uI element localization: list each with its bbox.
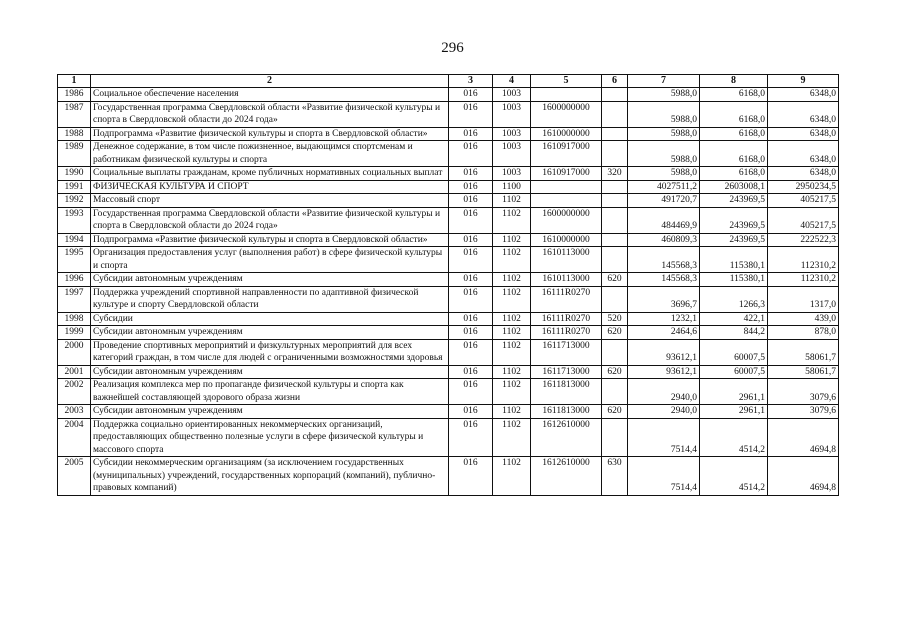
col-9-value: 405217,5 (768, 194, 839, 208)
col-6-value: 620 (602, 365, 628, 379)
row-name: Денежное содержание, в том числе пожизненное, выдающимся спортсменам и работникам физической культуры и спорта (91, 141, 449, 167)
col-5-value: 1611813000 (531, 379, 602, 405)
table-row (58, 273, 839, 287)
col-4-value: 1003 (493, 167, 531, 181)
col-3-value: 016 (449, 247, 493, 273)
col-3-value: 016 (449, 194, 493, 208)
row-number: 2002 (58, 379, 91, 405)
col-9-value: 405217,5 (768, 207, 839, 233)
col-8-value: 243969,5 (700, 207, 768, 233)
col-9-value: 6348,0 (768, 167, 839, 181)
col-8-value: 4514,2 (700, 457, 768, 496)
row-number: 2000 (58, 339, 91, 365)
col-5-value: 1612610000 (531, 457, 602, 496)
col-5-value (531, 88, 602, 102)
col-7-value: 7514,4 (628, 418, 700, 457)
row-number: 1993 (58, 207, 91, 233)
col-7-value: 3696,7 (628, 286, 700, 312)
table-row (58, 326, 839, 340)
col-5-value: 1610000000 (531, 127, 602, 141)
col-4-value: 1003 (493, 101, 531, 127)
col-8-value: 6168,0 (700, 167, 768, 181)
col-8-value: 243969,5 (700, 194, 768, 208)
col-7-value: 93612,1 (628, 339, 700, 365)
col-8-value: 243969,5 (700, 233, 768, 247)
row-name: Организация предоставления услуг (выполнения работ) в сфере физической культуры и спорта (91, 247, 449, 273)
col-4-value: 1102 (493, 233, 531, 247)
header-cell: 3 (449, 75, 493, 88)
col-7-value: 5988,0 (628, 127, 700, 141)
col-3-value: 016 (449, 127, 493, 141)
col-5-value: 1612610000 (531, 418, 602, 457)
col-7-value: 2464,6 (628, 326, 700, 340)
col-4-value: 1003 (493, 141, 531, 167)
col-9-value: 3079,6 (768, 379, 839, 405)
col-7-value: 2940,0 (628, 379, 700, 405)
col-8-value: 4514,2 (700, 418, 768, 457)
header-cell: 6 (602, 75, 628, 88)
col-7-value: 93612,1 (628, 365, 700, 379)
header-cell: 4 (493, 75, 531, 88)
row-number: 2001 (58, 365, 91, 379)
col-3-value: 016 (449, 233, 493, 247)
col-8-value: 115380,1 (700, 247, 768, 273)
col-8-value: 2961,1 (700, 379, 768, 405)
col-9-value: 1317,0 (768, 286, 839, 312)
col-3-value: 016 (449, 326, 493, 340)
table-row (58, 312, 839, 326)
row-number: 1998 (58, 312, 91, 326)
col-7-value: 5988,0 (628, 167, 700, 181)
col-5-value (531, 194, 602, 208)
col-4-value: 1003 (493, 88, 531, 102)
row-number: 1995 (58, 247, 91, 273)
col-9-value: 58061,7 (768, 365, 839, 379)
row-name: Субсидии автономным учреждениям (91, 273, 449, 287)
col-6-value (602, 141, 628, 167)
table-body (58, 88, 839, 496)
col-4-value: 1102 (493, 339, 531, 365)
col-9-value: 6348,0 (768, 127, 839, 141)
col-3-value: 016 (449, 141, 493, 167)
col-9-value: 6348,0 (768, 141, 839, 167)
row-name: Субсидии некоммерческим организациям (за исключением государственных (муниципальных) учреждений, государственных корпораций (компаний), публично-правовых компаний) (91, 457, 449, 496)
col-3-value: 016 (449, 418, 493, 457)
col-5-value: 1610000000 (531, 233, 602, 247)
col-6-value (602, 207, 628, 233)
col-7-value: 5988,0 (628, 141, 700, 167)
col-6-value (602, 339, 628, 365)
row-name: Социальное обеспечение населения (91, 88, 449, 102)
col-5-value: 1611713000 (531, 365, 602, 379)
col-7-value: 7514,4 (628, 457, 700, 496)
col-6-value (602, 233, 628, 247)
col-8-value: 2603008,1 (700, 180, 768, 194)
col-7-value: 5988,0 (628, 88, 700, 102)
col-8-value: 2961,1 (700, 405, 768, 419)
row-name: Подпрограмма «Развитие физической культуры и спорта в Свердловской области» (91, 233, 449, 247)
header-cell: 8 (700, 75, 768, 88)
table-row (58, 141, 839, 167)
col-6-value (602, 180, 628, 194)
header-row (58, 75, 839, 88)
row-name: Проведение спортивных мероприятий и физкультурных мероприятий для всех категорий граждан, в том числе для людей с ограниченными возможностями здоровья (91, 339, 449, 365)
col-5-value: 1610113000 (531, 247, 602, 273)
col-4-value: 1102 (493, 379, 531, 405)
col-6-value (602, 88, 628, 102)
table-row (58, 180, 839, 194)
col-8-value: 6168,0 (700, 88, 768, 102)
col-4-value: 1100 (493, 180, 531, 194)
col-6-value (602, 101, 628, 127)
col-9-value: 439,0 (768, 312, 839, 326)
budget-table (57, 74, 839, 496)
row-name: Социальные выплаты гражданам, кроме публичных нормативных социальных выплат (91, 167, 449, 181)
col-7-value: 484469,9 (628, 207, 700, 233)
row-number: 1994 (58, 233, 91, 247)
col-9-value: 222522,3 (768, 233, 839, 247)
col-4-value: 1102 (493, 194, 531, 208)
col-5-value: 16111R0270 (531, 326, 602, 340)
col-4-value: 1102 (493, 247, 531, 273)
row-number: 1986 (58, 88, 91, 102)
col-7-value: 1232,1 (628, 312, 700, 326)
col-3-value: 016 (449, 365, 493, 379)
col-9-value: 4694,8 (768, 418, 839, 457)
row-name: Поддержка учреждений спортивной направленности по адаптивной физической культуре и спорту Свердловской области (91, 286, 449, 312)
table-row (58, 339, 839, 365)
col-5-value: 1600000000 (531, 207, 602, 233)
row-name: ФИЗИЧЕСКАЯ КУЛЬТУРА И СПОРТ (91, 180, 449, 194)
col-3-value: 016 (449, 457, 493, 496)
col-5-value: 16111R0270 (531, 312, 602, 326)
col-7-value: 145568,3 (628, 273, 700, 287)
col-9-value: 112310,2 (768, 273, 839, 287)
col-6-value: 520 (602, 312, 628, 326)
col-8-value: 844,2 (700, 326, 768, 340)
col-6-value: 320 (602, 167, 628, 181)
col-9-value: 58061,7 (768, 339, 839, 365)
header-cell: 1 (58, 75, 91, 88)
col-4-value: 1102 (493, 273, 531, 287)
col-6-value (602, 194, 628, 208)
col-6-value (602, 247, 628, 273)
col-4-value: 1102 (493, 418, 531, 457)
table-row (58, 379, 839, 405)
col-3-value: 016 (449, 101, 493, 127)
row-number: 1987 (58, 101, 91, 127)
row-number: 1991 (58, 180, 91, 194)
row-name: Субсидии автономным учреждениям (91, 365, 449, 379)
row-number: 2004 (58, 418, 91, 457)
table-row (58, 207, 839, 233)
col-4-value: 1102 (493, 326, 531, 340)
table-row (58, 457, 839, 496)
row-name: Подпрограмма «Развитие физической культуры и спорта в Свердловской области» (91, 127, 449, 141)
col-3-value: 016 (449, 339, 493, 365)
col-4-value: 1102 (493, 312, 531, 326)
table-row (58, 127, 839, 141)
col-7-value: 2940,0 (628, 405, 700, 419)
row-number: 2003 (58, 405, 91, 419)
row-name: Субсидии автономным учреждениям (91, 326, 449, 340)
col-7-value: 491720,7 (628, 194, 700, 208)
col-7-value: 145568,3 (628, 247, 700, 273)
col-4-value: 1102 (493, 405, 531, 419)
table-row (58, 101, 839, 127)
row-number: 1997 (58, 286, 91, 312)
row-number: 1989 (58, 141, 91, 167)
table-row (58, 286, 839, 312)
col-8-value: 6168,0 (700, 127, 768, 141)
col-9-value: 6348,0 (768, 101, 839, 127)
col-8-value: 6168,0 (700, 141, 768, 167)
row-name: Поддержка социально ориентированных некоммерческих организаций, предоставляющих общественно полезные услуги в сфере физической культуры и массового спорта (91, 418, 449, 457)
col-5-value: 1610113000 (531, 273, 602, 287)
table-row (58, 233, 839, 247)
col-4-value: 1102 (493, 286, 531, 312)
header-cell: 7 (628, 75, 700, 88)
col-6-value: 620 (602, 326, 628, 340)
header-cell: 2 (91, 75, 449, 88)
col-6-value (602, 286, 628, 312)
col-6-value (602, 379, 628, 405)
col-9-value: 4694,8 (768, 457, 839, 496)
row-number: 1999 (58, 326, 91, 340)
col-3-value: 016 (449, 286, 493, 312)
header-cell: 5 (531, 75, 602, 88)
col-6-value: 620 (602, 273, 628, 287)
col-7-value: 5988,0 (628, 101, 700, 127)
page-number: 296 (441, 40, 464, 56)
header-cell: 9 (768, 75, 839, 88)
col-6-value: 620 (602, 405, 628, 419)
col-9-value: 3079,6 (768, 405, 839, 419)
col-5-value: 1611713000 (531, 339, 602, 365)
col-5-value: 1610917000 (531, 141, 602, 167)
row-number: 1988 (58, 127, 91, 141)
col-4-value: 1102 (493, 365, 531, 379)
col-5-value: 1610917000 (531, 167, 602, 181)
row-number: 1990 (58, 167, 91, 181)
col-3-value: 016 (449, 405, 493, 419)
col-9-value: 2950234,5 (768, 180, 839, 194)
col-3-value: 016 (449, 88, 493, 102)
col-4-value: 1102 (493, 457, 531, 496)
col-8-value: 1266,3 (700, 286, 768, 312)
col-3-value: 016 (449, 273, 493, 287)
col-9-value: 112310,2 (768, 247, 839, 273)
col-3-value: 016 (449, 312, 493, 326)
row-name: Государственная программа Свердловской области «Развитие физической культуры и спорта в Свердловской области до 2024 года» (91, 101, 449, 127)
col-5-value: 1611813000 (531, 405, 602, 419)
col-5-value: 1600000000 (531, 101, 602, 127)
row-name: Массовый спорт (91, 194, 449, 208)
row-number: 2005 (58, 457, 91, 496)
col-3-value: 016 (449, 180, 493, 194)
col-8-value: 422,1 (700, 312, 768, 326)
col-7-value: 460809,3 (628, 233, 700, 247)
table-row (58, 365, 839, 379)
col-3-value: 016 (449, 207, 493, 233)
row-name: Субсидии автономным учреждениям (91, 405, 449, 419)
col-8-value: 115380,1 (700, 273, 768, 287)
col-9-value: 6348,0 (768, 88, 839, 102)
table-row (58, 167, 839, 181)
col-5-value: 16111R0270 (531, 286, 602, 312)
col-3-value: 016 (449, 379, 493, 405)
row-name: Реализация комплекса мер по пропаганде физической культуры и спорта как важнейшей составляющей здорового образа жизни (91, 379, 449, 405)
row-number: 1992 (58, 194, 91, 208)
table-row (58, 88, 839, 102)
col-6-value: 630 (602, 457, 628, 496)
row-name: Государственная программа Свердловской области «Развитие физической культуры и спорта в Свердловской области до 2024 года» (91, 207, 449, 233)
col-5-value (531, 180, 602, 194)
col-6-value (602, 127, 628, 141)
col-6-value (602, 418, 628, 457)
col-8-value: 60007,5 (700, 339, 768, 365)
col-7-value: 4027511,2 (628, 180, 700, 194)
col-3-value: 016 (449, 167, 493, 181)
col-8-value: 60007,5 (700, 365, 768, 379)
col-4-value: 1003 (493, 127, 531, 141)
col-4-value: 1102 (493, 207, 531, 233)
col-9-value: 878,0 (768, 326, 839, 340)
col-8-value: 6168,0 (700, 101, 768, 127)
row-name: Субсидии (91, 312, 449, 326)
table-row (58, 194, 839, 208)
table-row (58, 405, 839, 419)
row-number: 1996 (58, 273, 91, 287)
table-row (58, 418, 839, 457)
table-row (58, 247, 839, 273)
